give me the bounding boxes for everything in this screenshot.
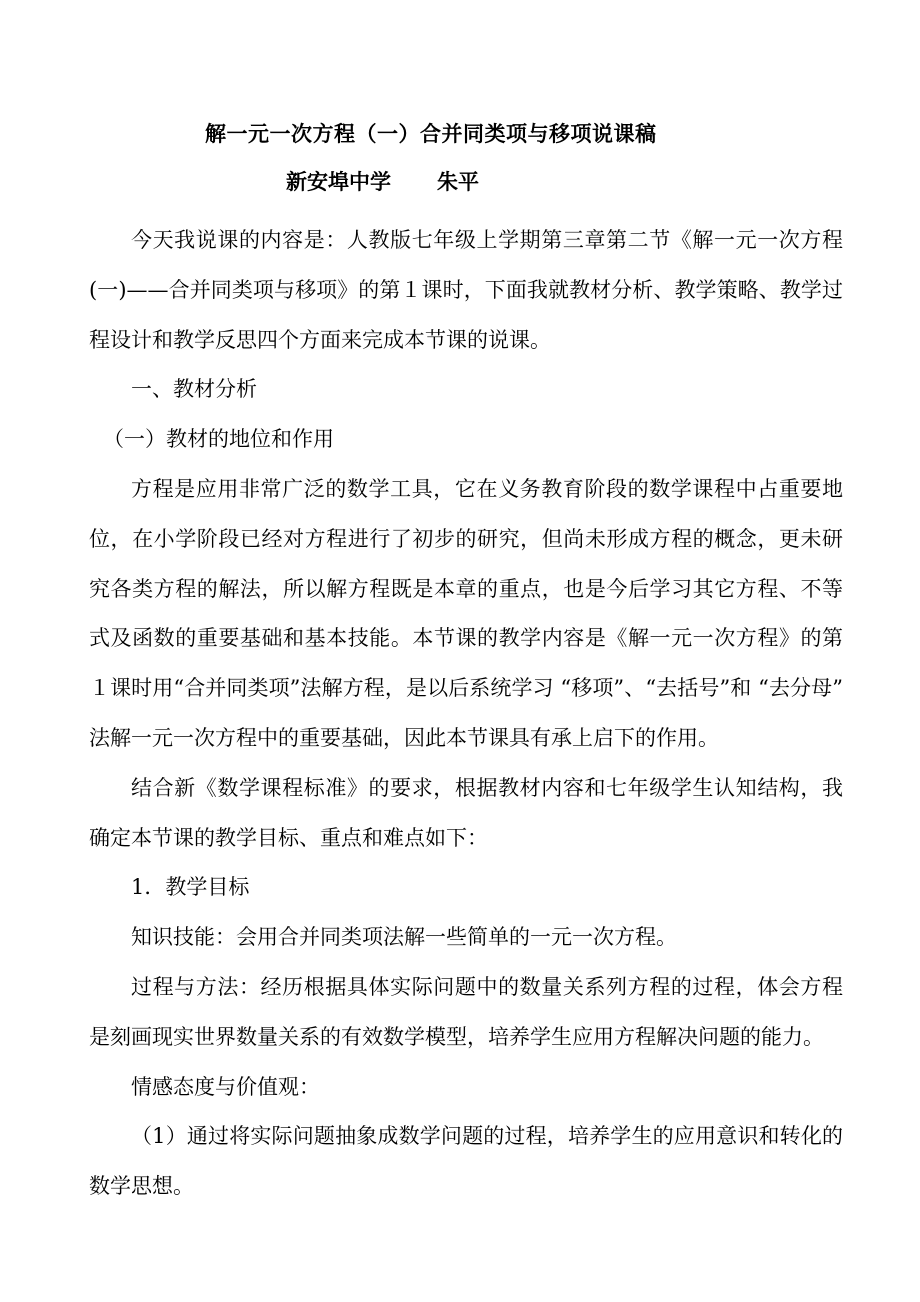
- objectives-heading: 1．教学目标: [131, 875, 250, 900]
- paragraph-intro: 今天我说课的内容是：人教版七年级上学期第三章第二节《解一元一次方程(一)——合并同类项与移项》的第１课时，下面我就教材分析、教学策略、教学过程设计和教学反思四个方面来完成本节课的说课。: [89, 228, 843, 352]
- paragraph-standards: 结合新《数学课程标准》的要求，根据教材内容和七年级学生认知结构，我确定本节课的教学目标、重点和难点如下：: [89, 775, 843, 850]
- subsection-heading: （一）教材的地位和作用: [103, 427, 334, 452]
- paragraph-attitude-heading: 情感态度与价值观：: [131, 1074, 320, 1099]
- document-title: 解一元一次方程（一）合并同类项与移项说课稿: [205, 121, 657, 146]
- paragraph-position: 方程是应用非常广泛的数学工具，它在义务教育阶段的数学课程中占重要地位，在小学阶段已经对方程进行了初步的研究，但尚未形成方程的概念，更未研究各类方程的解法，所以解方程既是本章的重点，也是今后学习其它方程、不等式及函数的重要基础和基本技能。本节课的教学内容是《解一元一次方程》的第１课时用“合并同类项”法解方程，是以后系统学习 “移项”、“去括号”和 “去分母” 法解一元一次方程中的重要基础，因此本节课具有承上启下的作用。: [89, 476, 843, 750]
- paragraph-knowledge-skills: 知识技能：会用合并同类项法解一些简单的一元一次方程。: [131, 925, 677, 950]
- document-body: [89, 216, 843, 1212]
- section-heading: 一、教材分析: [131, 377, 257, 402]
- paragraph-attitude-item-1: （1）通过将实际问题抽象成数学问题的过程，培养学生的应用意识和转化的数学思想。: [89, 1124, 843, 1199]
- author-name: 朱平: [437, 169, 479, 194]
- author-school: 新安埠中学: [286, 169, 391, 194]
- paragraph-process-method: 过程与方法：经历根据具体实际问题中的数量关系列方程的过程，体会方程是刻画现实世界数量关系的有效数学模型，培养学生应用方程解决问题的能力。: [89, 974, 843, 1049]
- author-line: [286, 168, 479, 196]
